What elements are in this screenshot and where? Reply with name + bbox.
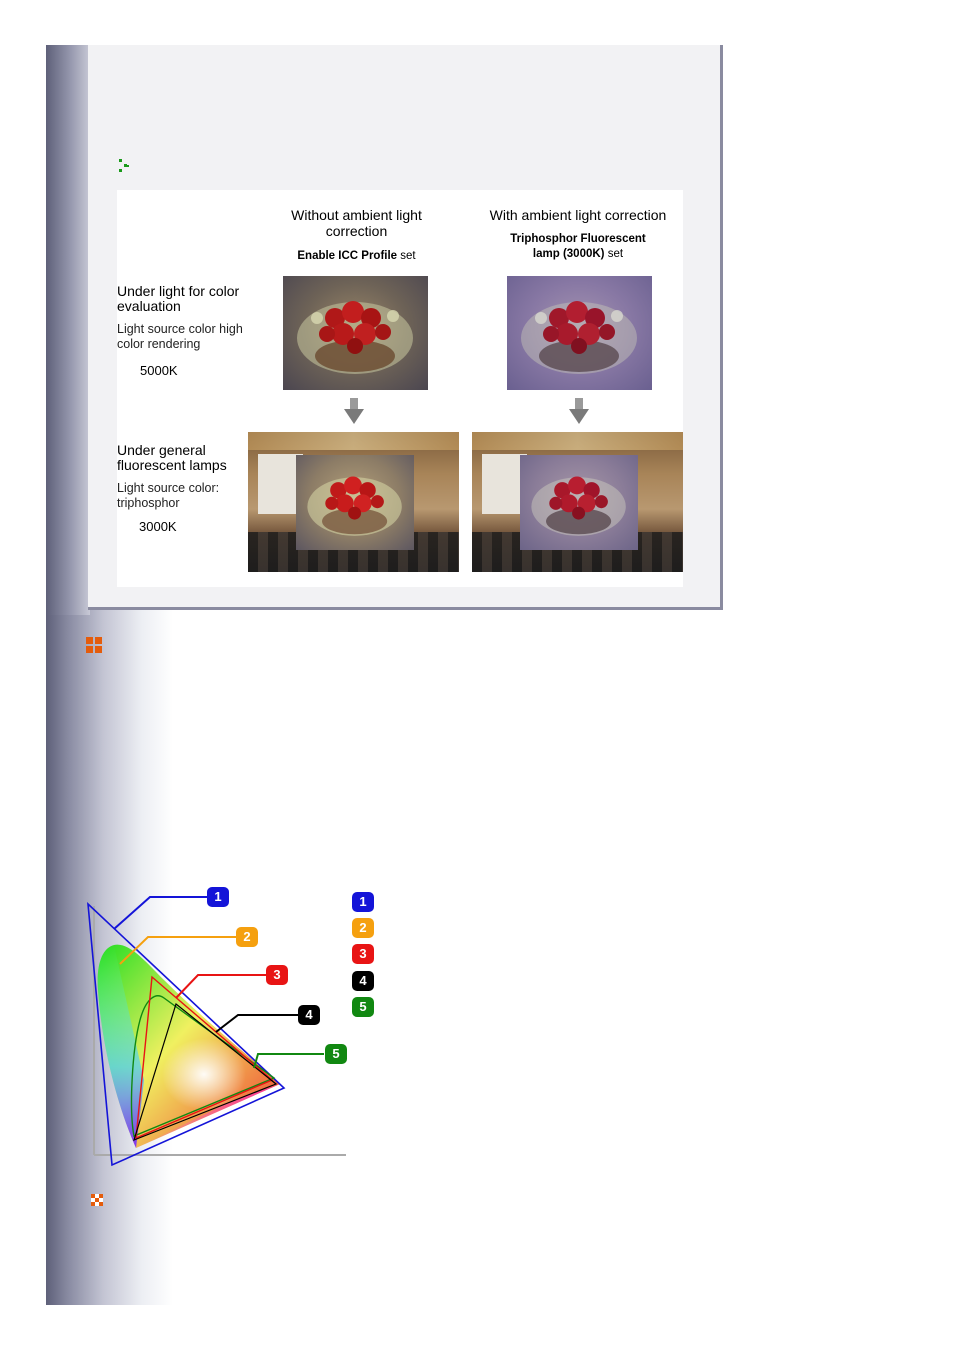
ceiling-lights (472, 432, 683, 450)
row-desc-fluorescent: Light source color: triphosphor (117, 481, 220, 510)
legend-badge-2: 2 (352, 918, 374, 938)
callout-badge-2: 2 (236, 927, 258, 947)
arrow-down-icon (344, 398, 364, 424)
flower-photo-evaluation-without (283, 276, 428, 390)
arrow-down-icon (569, 398, 589, 424)
orange-grid-bullet-icon (86, 637, 102, 653)
flower-bouquet-illustration (283, 276, 428, 390)
flower-bouquet-illustration (296, 455, 414, 550)
flower-photo-evaluation-with (507, 276, 652, 390)
legend-badge-3: 3 (352, 944, 374, 964)
row-temp-evaluation: 5000K (140, 363, 178, 378)
legend-badge-5: 5 (352, 997, 374, 1017)
col-sub-with-rest: set (604, 248, 624, 260)
room-photo-fluorescent-without (248, 432, 459, 572)
col-sub-without (279, 249, 434, 264)
row-temp-fluorescent: 3000K (139, 519, 177, 534)
row-title-evaluation: Under light for color evaluation (117, 283, 240, 314)
col-sub-without-bold: Enable ICC Profile (297, 250, 398, 262)
col-sub-with (498, 232, 658, 262)
row-desc-evaluation: Light source color high color rendering (117, 322, 243, 351)
legend-badge-1: 1 (352, 892, 374, 912)
flower-photo-overlay (296, 455, 414, 550)
flower-bouquet-illustration (520, 455, 638, 550)
col-sub-without-rest: set (397, 250, 416, 262)
ceiling-lights (248, 432, 459, 450)
legend-badge-4: 4 (352, 971, 374, 991)
callout-badge-3: 3 (266, 965, 288, 985)
col-heading-without: Without ambient light correction (291, 207, 422, 239)
room-photo-fluorescent-with (472, 432, 683, 572)
callout-3-line (176, 975, 266, 998)
color-gamut-diagram (84, 880, 384, 1180)
ambient-light-comparison-figure (117, 190, 683, 587)
orange-checker-bullet-icon (91, 1194, 103, 1206)
callout-badge-4: 4 (298, 1005, 320, 1025)
row-title-fluorescent: Under general fluorescent lamps (117, 442, 227, 473)
callout-badge-5: 5 (325, 1044, 347, 1064)
flower-bouquet-illustration (507, 276, 652, 390)
callout-badge-1: 1 (207, 887, 229, 907)
left-gradient-sidebar-top (46, 45, 90, 615)
col-heading-with: With ambient light correction (489, 207, 667, 223)
flower-photo-overlay (520, 455, 638, 550)
green-dots-bullet-icon (119, 159, 131, 173)
callout-1-line (114, 897, 208, 929)
col-sub-with-bold: Triphosphor Fluorescent lamp (3000K) (510, 233, 646, 260)
